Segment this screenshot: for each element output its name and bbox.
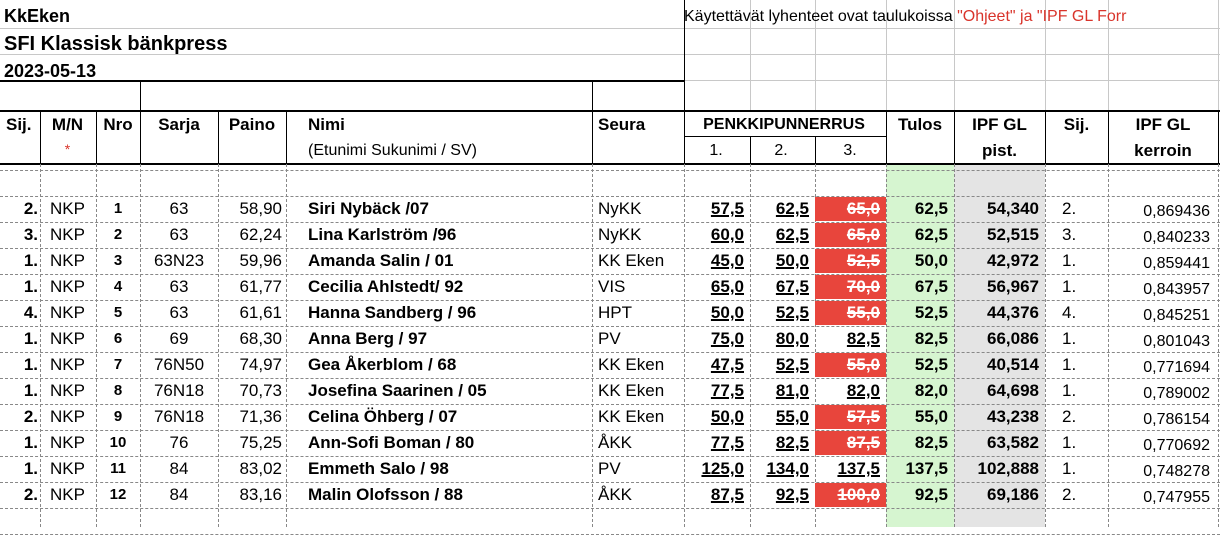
- row-attempt3: 55,0: [846, 303, 880, 322]
- row-attempt2-cell: [750, 327, 815, 351]
- row-place2: 1.: [1062, 433, 1077, 452]
- row-name: Emmeth Salo / 98: [308, 459, 449, 478]
- row-attempt2: 134,0: [766, 459, 809, 478]
- row-ipf-coef: 0,770692: [1143, 437, 1210, 454]
- col-ipf-coef-sub: kerroin: [1134, 141, 1192, 160]
- row-attempt1-cell: [684, 275, 750, 299]
- row-mf: NKP: [50, 485, 85, 504]
- row-ipf-points: 52,515: [987, 225, 1039, 244]
- row-club: KK Eken: [598, 381, 665, 400]
- club-name: KkEken: [4, 6, 71, 26]
- row-attempt1: 87,5: [710, 485, 744, 504]
- row-mf: NKP: [50, 303, 85, 322]
- row-attempt3: 52,5: [846, 251, 880, 270]
- row-place: 4.: [23, 303, 38, 322]
- row-nro: 11: [110, 460, 126, 477]
- row-attempt1: 75,0: [710, 329, 744, 348]
- row-name: Gea Åkerblom / 68: [308, 355, 457, 374]
- row-attempt2-cell: [750, 197, 815, 221]
- row-attempt1-cell: [684, 405, 750, 429]
- row-ipf-coef: 0,771694: [1143, 359, 1210, 376]
- row-attempt1: 77,5: [710, 381, 744, 400]
- row-class: 76: [169, 433, 189, 452]
- row-ipf-coef: 0,869436: [1143, 203, 1210, 220]
- row-divider: [0, 170, 1220, 171]
- row-result: 82,5: [914, 433, 948, 452]
- row-attempt3: 100,0: [837, 485, 880, 504]
- row-attempt1-cell: [684, 457, 750, 481]
- note-link[interactable]: "Ohjeet" ja "IPF GL Forr: [957, 8, 1127, 25]
- row-result: 55,0: [914, 407, 948, 426]
- row-result: 62,5: [914, 199, 948, 218]
- row-attempt1: 77,5: [710, 433, 744, 452]
- row-result: 50,0: [914, 251, 948, 270]
- row-club: KK Eken: [598, 251, 665, 270]
- row-attempt1-cell: [684, 197, 750, 221]
- row-attempt2: 81,0: [775, 381, 809, 400]
- col-club: Seura: [598, 115, 646, 134]
- row-weight: 61,61: [239, 303, 282, 322]
- col-class: Sarja: [158, 115, 200, 134]
- row-attempt3-cell: [815, 431, 886, 455]
- row-club: KK Eken: [598, 355, 665, 374]
- row-attempt3-cell: [815, 353, 886, 377]
- row-club: ÅKK: [598, 433, 633, 452]
- row-class: 84: [169, 459, 189, 478]
- row-club: HPT: [598, 303, 632, 322]
- row-ipf-coef: 0,747955: [1143, 489, 1210, 506]
- row-result: 52,5: [914, 355, 948, 374]
- row-place: 2.: [23, 199, 38, 218]
- row-weight: 59,96: [239, 251, 282, 270]
- row-ipf-points: 63,582: [987, 433, 1039, 452]
- row-attempt3: 57,5: [846, 407, 880, 426]
- row-attempt2: 50,0: [775, 251, 809, 270]
- row-result: 137,5: [905, 459, 948, 478]
- row-ipf-points: 43,238: [987, 407, 1039, 426]
- col-mf: M/N: [51, 115, 84, 134]
- col-att3: 3.: [843, 142, 857, 159]
- row-class: 63: [169, 277, 189, 296]
- col-place: Sij.: [6, 115, 32, 134]
- row-attempt2: 80,0: [775, 329, 809, 348]
- row-mf: NKP: [50, 225, 85, 244]
- row-club: PV: [598, 329, 621, 348]
- col-name: Nimi: [308, 115, 345, 134]
- grid-line: [684, 54, 1220, 55]
- row-ipf-points: 102,888: [977, 459, 1039, 478]
- row-club: KK Eken: [598, 407, 665, 426]
- row-attempt3-cell: [815, 457, 886, 481]
- row-class: 76N18: [153, 407, 205, 426]
- row-nro: 12: [109, 486, 127, 503]
- row-attempt3: 82,0: [846, 381, 880, 400]
- row-attempt1-cell: [684, 379, 750, 403]
- row-mf: NKP: [50, 407, 85, 426]
- row-attempt2: 82,5: [775, 433, 809, 452]
- row-attempt3: 87,5: [846, 433, 880, 452]
- row-club: VIS: [598, 277, 626, 296]
- row-nro: 4: [113, 278, 123, 295]
- row-nro: 9: [113, 408, 123, 425]
- row-club: PV: [598, 459, 621, 478]
- header-border: [286, 110, 287, 164]
- row-nro: 2: [113, 226, 123, 243]
- row-ipf-coef: 0,789002: [1143, 385, 1210, 402]
- row-nro: 1: [113, 200, 123, 217]
- row-place: 2.: [23, 485, 38, 504]
- row-place: 1.: [23, 355, 38, 374]
- row-attempt1-cell: [684, 431, 750, 455]
- col-ipf-coef: IPF GL: [1135, 115, 1191, 134]
- row-mf: NKP: [50, 355, 85, 374]
- row-mf: NKP: [50, 459, 85, 478]
- row-mf: NKP: [50, 251, 85, 270]
- row-attempt3: 65,0: [846, 225, 880, 244]
- row-nro: 6: [113, 330, 123, 347]
- row-attempt3-cell: [815, 301, 886, 325]
- row-ipf-points: 40,514: [987, 355, 1039, 374]
- row-attempt1: 57,5: [710, 199, 744, 218]
- row-attempt2-cell: [750, 223, 815, 247]
- row-ipf-coef: 0,748278: [1143, 463, 1210, 480]
- col-divider: [1045, 164, 1046, 527]
- row-ipf-points: 54,340: [987, 199, 1039, 218]
- row-attempt2-cell: [750, 353, 815, 377]
- row-attempt1-cell: [684, 483, 750, 507]
- row-attempt3-cell: [815, 405, 886, 429]
- row-result: 82,5: [914, 329, 948, 348]
- row-attempt2-cell: [750, 249, 815, 273]
- row-ipf-points: 44,376: [987, 303, 1039, 322]
- row-attempt1: 50,0: [710, 407, 744, 426]
- row-attempt2: 62,5: [775, 199, 809, 218]
- row-attempt2: 52,5: [775, 303, 809, 322]
- row-place2: 2.: [1062, 407, 1077, 426]
- row-name: Ann-Sofi Boman / 80: [308, 433, 475, 452]
- col-bench: PENKKIPUNNERRUS: [703, 116, 865, 133]
- col-att2: 2.: [774, 142, 788, 159]
- row-attempt1-cell: [684, 327, 750, 351]
- row-name: Cecilia Ahlstedt/ 92: [308, 277, 464, 296]
- row-attempt2: 55,0: [775, 407, 809, 426]
- row-attempt3-cell: [815, 327, 886, 351]
- abbreviation-note: [684, 4, 1126, 30]
- row-result: 82,0: [914, 381, 948, 400]
- row-place2: 2.: [1062, 199, 1077, 218]
- col-ipf-points-sub: pist.: [982, 141, 1017, 160]
- row-weight: 68,30: [239, 329, 282, 348]
- row-weight: 75,25: [239, 433, 282, 452]
- row-attempt1: 125,0: [701, 459, 744, 478]
- row-nro: 3: [113, 252, 123, 269]
- row-mf: NKP: [50, 199, 85, 218]
- row-attempt3-cell: [815, 223, 886, 247]
- col-weight: Paino: [228, 115, 276, 134]
- row-ipf-points: 56,967: [987, 277, 1039, 296]
- row-place2: 1.: [1062, 277, 1077, 296]
- row-class: 76N50: [153, 355, 205, 374]
- col-result: Tulos: [897, 115, 943, 134]
- row-nro: 7: [113, 356, 123, 373]
- row-attempt2: 52,5: [775, 355, 809, 374]
- row-name: Hanna Sandberg / 96: [308, 303, 477, 322]
- col-divider: [1108, 164, 1109, 527]
- row-ipf-points: 66,086: [987, 329, 1039, 348]
- row-attempt2-cell: [750, 457, 815, 481]
- row-ipf-coef: 0,859441: [1143, 255, 1210, 272]
- header-border: [1218, 110, 1219, 164]
- row-attempt2-cell: [750, 275, 815, 299]
- row-result: 92,5: [914, 485, 948, 504]
- row-place: 1.: [23, 329, 38, 348]
- col-place2: Sij.: [1063, 115, 1090, 134]
- row-class: 84: [169, 485, 189, 504]
- row-attempt3: 55,0: [846, 355, 880, 374]
- row-weight: 61,77: [239, 277, 282, 296]
- row-name: Lina Karlström /96: [308, 225, 457, 244]
- row-place2: 2.: [1062, 485, 1077, 504]
- row-attempt3-cell: [815, 275, 886, 299]
- row-weight: 62,24: [239, 225, 282, 244]
- row-class: 76N18: [153, 381, 205, 400]
- row-place2: 1.: [1062, 459, 1077, 478]
- row-ipf-points: 42,972: [987, 251, 1039, 270]
- row-place: 1.: [23, 251, 38, 270]
- row-ipf-points: 64,698: [987, 381, 1039, 400]
- header-border: [592, 80, 593, 112]
- row-name: Celina Öhberg / 07: [308, 407, 458, 426]
- row-place2: 1.: [1062, 381, 1077, 400]
- competition-date: 2023-05-13: [4, 61, 97, 81]
- row-club: NyKK: [598, 199, 642, 218]
- row-class: 63: [169, 199, 189, 218]
- row-place2: 1.: [1062, 329, 1077, 348]
- row-nro: 8: [113, 382, 123, 399]
- col-nro: Nro: [103, 115, 133, 134]
- row-weight: 70,73: [239, 381, 282, 400]
- row-weight: 58,90: [239, 199, 282, 218]
- row-attempt3-cell: [815, 379, 886, 403]
- row-place2: 4.: [1062, 303, 1077, 322]
- row-attempt3: 137,5: [837, 459, 880, 478]
- row-weight: 71,36: [239, 407, 282, 426]
- row-nro: 10: [109, 434, 127, 451]
- row-attempt1-cell: [684, 353, 750, 377]
- header-border: [140, 80, 592, 82]
- row-divider: [0, 508, 1220, 509]
- row-attempt1: 45,0: [710, 251, 744, 270]
- row-attempt3-cell: [815, 249, 886, 273]
- grid-line: [0, 28, 684, 29]
- grid-line: [1218, 0, 1219, 110]
- col-divider: [1218, 164, 1219, 527]
- row-place: 1.: [23, 433, 38, 452]
- row-attempt2-cell: [750, 483, 815, 507]
- row-name: Malin Olofsson / 88: [308, 485, 463, 504]
- row-attempt3: 65,0: [846, 199, 880, 218]
- row-ipf-coef: 0,840233: [1143, 229, 1210, 246]
- row-ipf-coef: 0,843957: [1143, 281, 1210, 298]
- row-place: 2.: [23, 407, 38, 426]
- row-mf: NKP: [50, 329, 85, 348]
- row-attempt2-cell: [750, 379, 815, 403]
- header-border: [592, 110, 593, 164]
- row-class: 63: [169, 225, 189, 244]
- row-attempt1: 65,0: [710, 277, 744, 296]
- row-name: Josefina Saarinen / 05: [308, 381, 487, 400]
- row-attempt1: 60,0: [710, 225, 744, 244]
- row-ipf-coef: 0,801043: [1143, 333, 1210, 350]
- col-name-sub: (Etunimi Sukunimi / SV): [308, 142, 477, 159]
- row-nro: 5: [113, 304, 123, 321]
- row-attempt2-cell: [750, 431, 815, 455]
- row-attempt2-cell: [750, 405, 815, 429]
- row-weight: 83,02: [239, 459, 282, 478]
- row-class: 63N23: [153, 251, 205, 270]
- row-ipf-coef: 0,786154: [1143, 411, 1210, 428]
- row-class: 63: [169, 303, 189, 322]
- row-attempt2: 92,5: [775, 485, 809, 504]
- grid-line: [684, 80, 1220, 81]
- header-border: [140, 80, 141, 112]
- row-result: 62,5: [914, 225, 948, 244]
- row-place: 1.: [23, 277, 38, 296]
- row-name: Amanda Salin / 01: [308, 251, 454, 270]
- row-weight: 74,97: [239, 355, 282, 374]
- note-text: Käytettävät lyhenteet ovat taulukoissa: [684, 8, 958, 25]
- row-attempt1: 50,0: [710, 303, 744, 322]
- row-ipf-coef: 0,845251: [1143, 307, 1210, 324]
- row-attempt3: 82,5: [846, 329, 880, 348]
- row-attempt1-cell: [684, 223, 750, 247]
- row-result: 52,5: [914, 303, 948, 322]
- row-place: 3.: [23, 225, 38, 244]
- row-place2: 3.: [1062, 225, 1077, 244]
- row-attempt1-cell: [684, 249, 750, 273]
- row-attempt3: 70,0: [846, 277, 880, 296]
- row-attempt1: 47,5: [710, 355, 744, 374]
- row-place: 1.: [23, 381, 38, 400]
- row-place: 1.: [23, 459, 38, 478]
- row-attempt2: 67,5: [775, 277, 809, 296]
- row-name: Anna Berg / 97: [308, 329, 428, 348]
- row-mf: NKP: [50, 433, 85, 452]
- row-attempt2-cell: [750, 301, 815, 325]
- row-club: ÅKK: [598, 485, 633, 504]
- row-place2: 1.: [1062, 251, 1077, 270]
- row-attempt3-cell: [815, 197, 886, 221]
- row-class: 69: [169, 329, 189, 348]
- col-divider: [286, 164, 287, 527]
- row-attempt3-cell: [815, 483, 886, 507]
- row-result: 67,5: [914, 277, 948, 296]
- col-att1: 1.: [709, 142, 723, 159]
- row-attempt1-cell: [684, 301, 750, 325]
- row-weight: 83,16: [239, 485, 282, 504]
- col-divider: [592, 164, 593, 527]
- row-ipf-points: 69,186: [987, 485, 1039, 504]
- row-attempt2: 62,5: [775, 225, 809, 244]
- row-name: Siri Nybäck /07: [308, 199, 429, 218]
- row-mf: NKP: [50, 381, 85, 400]
- col-mf-star: *: [64, 141, 71, 157]
- competition-title: SFI Klassisk bänkpress: [4, 33, 228, 55]
- row-mf: NKP: [50, 277, 85, 296]
- row-place2: 1.: [1062, 355, 1077, 374]
- col-ipf-points: IPF GL: [972, 115, 1027, 134]
- row-club: NyKK: [598, 225, 642, 244]
